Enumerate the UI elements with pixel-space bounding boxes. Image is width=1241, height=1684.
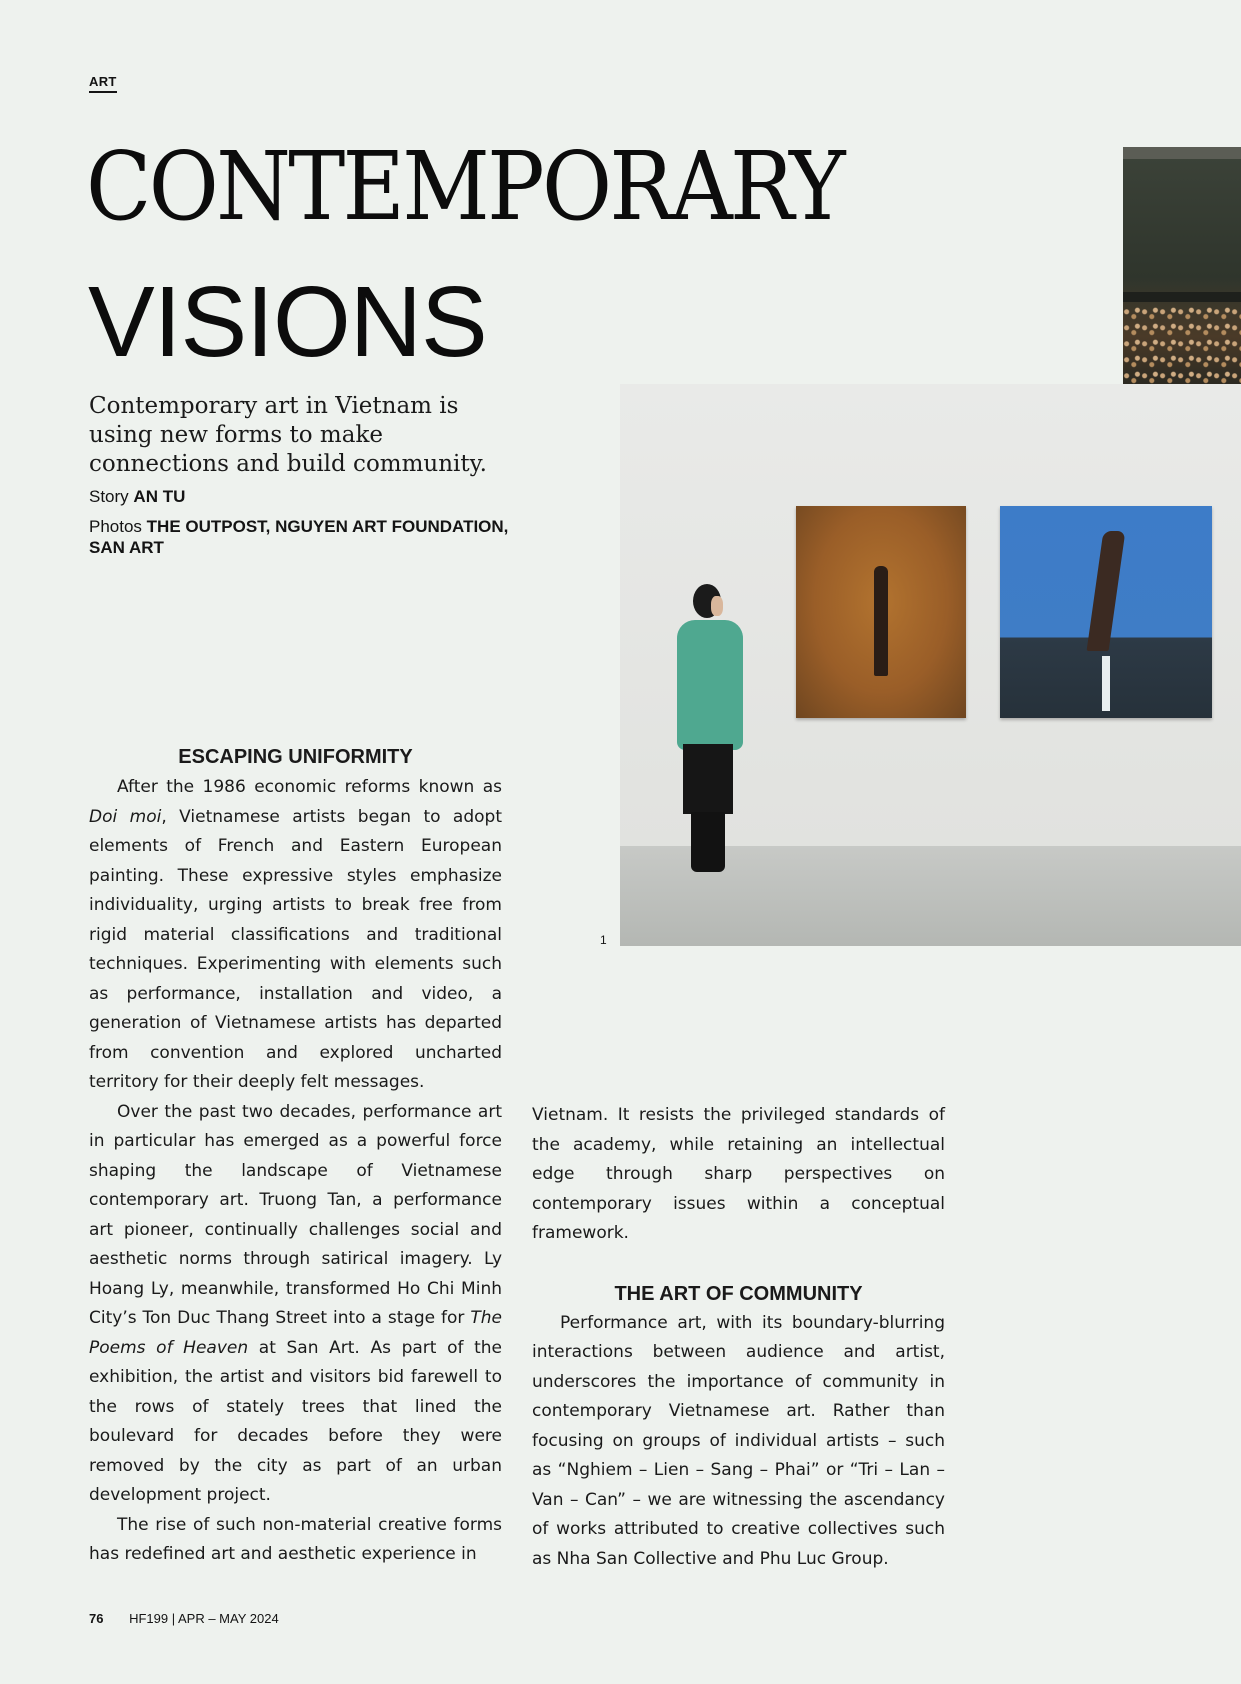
painting-brown	[796, 506, 966, 718]
section-heading-community: THE ART OF COMMUNITY	[614, 1282, 863, 1305]
figure-number: 1	[600, 933, 607, 947]
photo-credit	[89, 516, 519, 558]
paragraph: Over the past two decades, performance art in particular has emerged as a powerful force shaping the landscape of Vietnamese contemporary art. Truong Tan, a performance art pioneer, continually challenges social and aesthetic norms through satirical imagery. Ly Hoang Ly, meanwhile, transformed Ho Chi Minh City’s Ton Duc Thang Street into a stage for The Poems of Heaven at San Art. As part of the exhibition, the artist and visitors bid farewell to the rows of stately trees that lined the boulevard for decades before they were removed by the city as part of an urban development project.	[89, 1101, 502, 1505]
visitor-figure	[675, 584, 747, 874]
page-number: 76	[89, 1611, 104, 1626]
paragraph: Performance art, with its boundary-blurring interactions between audience and artist, underscores the importance of community in contemporary Vietnamese art. Rather than focusing on groups of individual artists – such as “Nghiem – Lien – Sang – Phai” or “Tri – Lan – Van – Can” – we are witnessing the ascendancy of works attributed to creative collectives such as Nha San Collective and Phu Luc Group.	[532, 1312, 945, 1569]
painting-blue	[1000, 506, 1212, 718]
story-credit	[89, 486, 519, 507]
standfirst: Contemporary art in Vietnam is using new forms to make connections and build community.	[89, 393, 487, 477]
paragraph: The rise of such non-material creative forms has redefined art and aesthetic experience in	[89, 1514, 502, 1564]
headline-line-2: VISIONS	[88, 266, 487, 378]
paragraph: After the 1986 economic reforms known as Doi moi, Vietnamese artists began to adopt elements of French and Eastern European painting. These expressive styles emphasize individuality, urging artists to break free from rigid material classifications and traditional techniques. Experimenting with elements such as performance, installation and video, a generation of Vietnamese artists has departed from convention and explored uncharted territory for their deeply felt messages.	[89, 777, 502, 1092]
section-heading-escaping: ESCAPING UNIFORMITY	[178, 746, 413, 768]
paragraph-continued: Vietnam. It resists the privileged standards of the academy, while retaining an intellectual edge through sharp perspectives on contemporary issues within a conceptual framework.	[532, 1105, 945, 1243]
article-column-1	[89, 744, 502, 1570]
photos-label: Photos	[89, 517, 142, 536]
gallery-photo	[620, 384, 1241, 946]
issue-info: HF199 | APR – MAY 2024	[129, 1611, 279, 1626]
page-footer	[89, 1611, 279, 1626]
section-tag: ART	[89, 74, 117, 93]
architecture-photo	[1123, 147, 1241, 384]
story-author: AN TU	[133, 487, 186, 506]
headline-line-1: CONTEMPORARY	[86, 132, 843, 242]
article-column-2	[532, 1101, 945, 1574]
photos-credits: THE OUTPOST, NGUYEN ART FOUNDATION, SAN ART	[89, 517, 509, 557]
story-label: Story	[89, 487, 129, 506]
